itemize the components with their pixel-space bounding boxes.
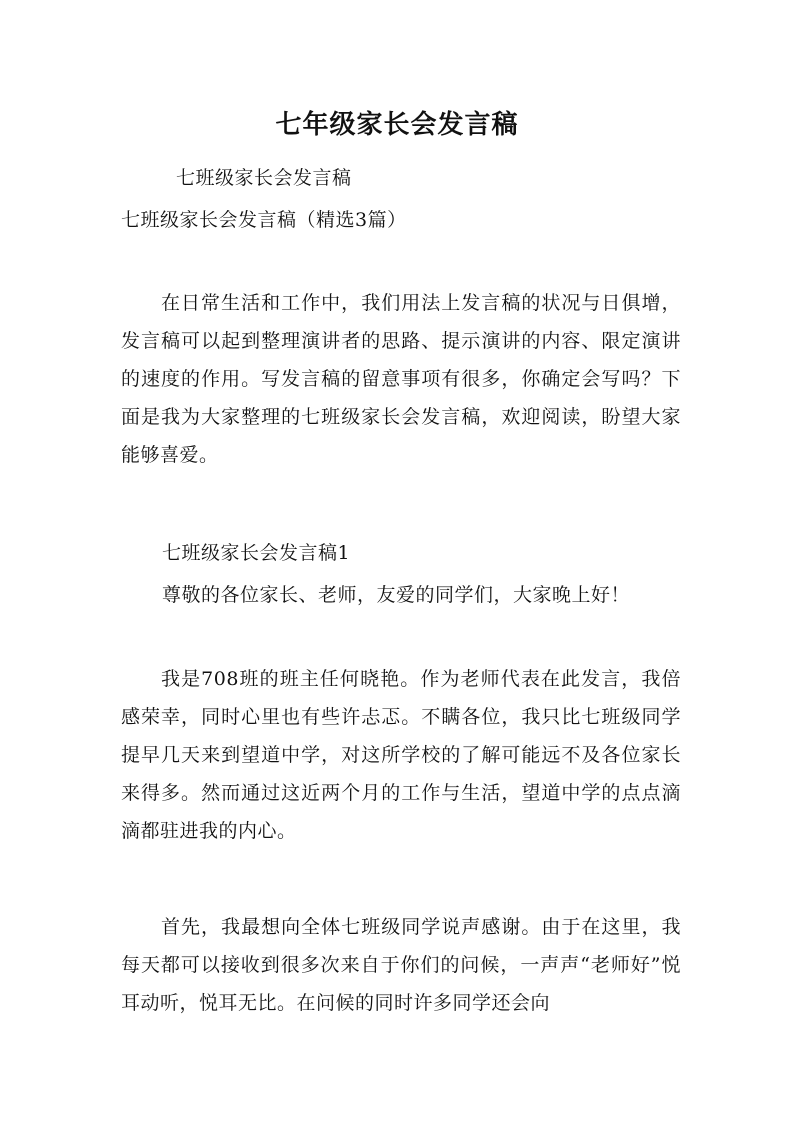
document-title: 七年级家长会发言稿 — [275, 110, 519, 140]
body-paragraph-1: 我是708班的班主任何晓艳。作为老师代表在此发言，我倍感荣幸，同时心里也有些许忐忑。不瞒各位，我只比七班级同学提早几天来到望道中学，对这所学校的了解可能远不及各位家长来得多。然而通过这近两个月的工作与生活，望道中学的点点滴滴都驻进我的内心。 — [121, 668, 681, 842]
greeting-line: 尊敬的各位家长、老师，友爱的同学们，大家晚上好！ — [162, 584, 631, 606]
body-paragraph-2: 首先，我最想向全体七班级同学说声感谢。由于在这里，我每天都可以接收到很多次来自于你们的问候，一声声“老师好”悦耳动听，悦耳无比。在问候的同时许多同学还会向 — [121, 916, 681, 1014]
section-heading: 七班级家长会发言稿1 — [162, 542, 351, 564]
subtitle: 七班级家长会发言稿 — [176, 167, 352, 189]
intro-paragraph: 在日常生活和工作中，我们用法上发言稿的状况与日俱增，发言稿可以起到整理演讲者的思路、提示演讲的内容、限定演讲的速度的作用。写发言稿的留意事项有很多，你确定会写吗？下面是我为大家整理的七班级家长会发言稿，欢迎阅读，盼望大家能够喜爱。 — [121, 292, 681, 466]
subtitle-selected: 七班级家长会发言稿（精选3篇） — [121, 209, 407, 231]
